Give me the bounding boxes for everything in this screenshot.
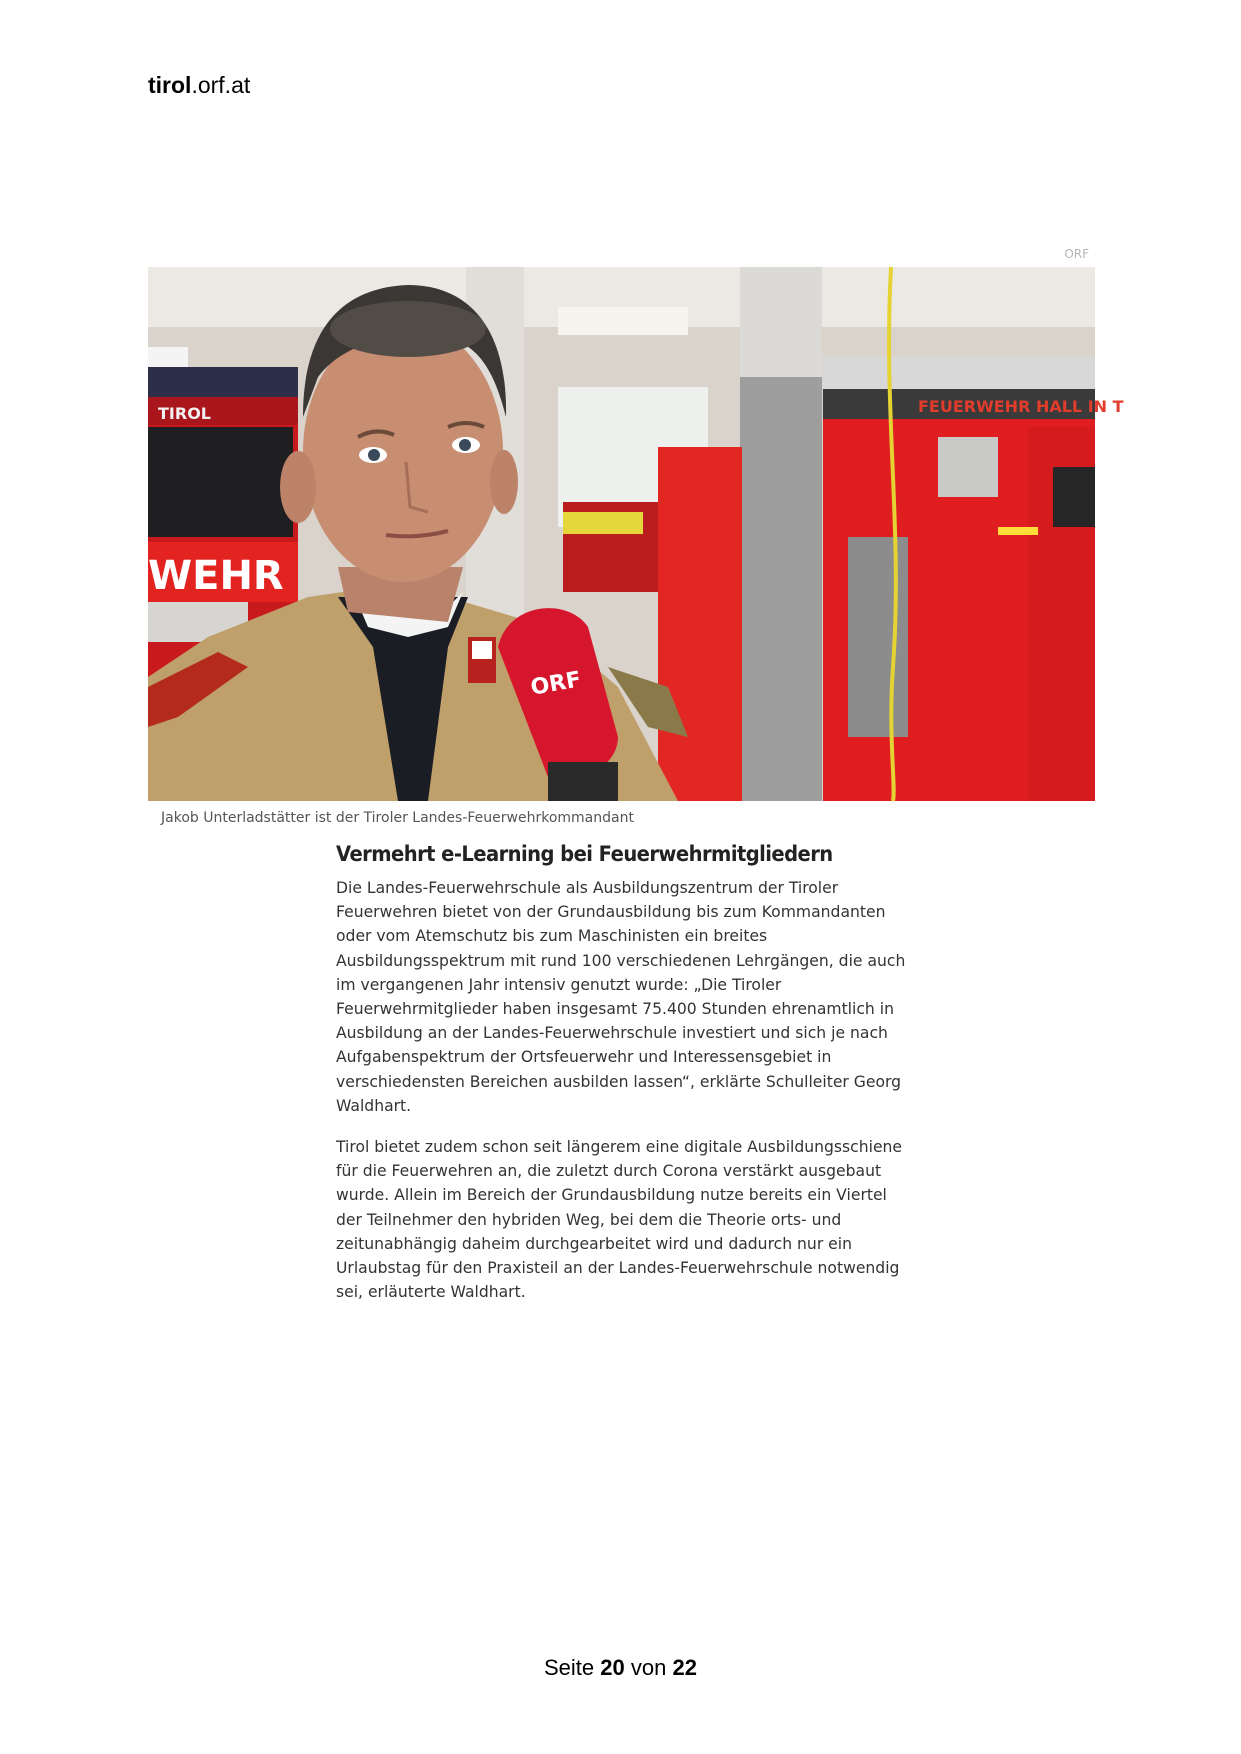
page-number	[0, 1655, 1241, 1681]
truck-text-right: FEUERWEHR HALL IN T	[918, 397, 1124, 416]
site-domain: .orf.at	[191, 72, 251, 98]
article-paragraph: Die Landes-Feuerwehrschule als Ausbildungszentrum der Tiroler Feuerwehren bietet von der Grundausbildung bis zum Kommandanten oder vom Atemschutz bis zum Maschinisten ein breites Ausbildungsspektrum mit rund 100 verschiedenen Lehrgängen, die auch im vergangenen Jahr intensiv genutzt wurde: „Die Tiroler Feuerwehrmitglieder haben insgesamt 75.400 Stunden ehrenamtlich in Ausbildung an der Landes-Feuerwehrschule investiert und sich je nach Aufgabenspektrum der Ortsfeuerwehr und Interessensgebiet in verschiedensten Bereichen ausbilden lassen“, erklärte Schulleiter Georg Waldhart.	[336, 879, 906, 1115]
article-body	[336, 842, 916, 1321]
mic-label: ORF	[528, 667, 584, 701]
photo-caption: Jakob Unterladstätter ist der Tiroler Landes-Feuerwehrkommandant	[161, 810, 634, 826]
current-page: 20	[600, 1655, 625, 1680]
page-label: Seite	[544, 1655, 595, 1680]
truck-text-left: WEHR	[148, 553, 284, 599]
article-photo	[148, 267, 1124, 801]
total-pages: 22	[672, 1655, 697, 1680]
site-name-bold: tirol	[148, 72, 192, 98]
page-of-label: von	[630, 1655, 667, 1680]
site-header	[148, 72, 250, 99]
article-paragraph: Tirol bietet zudem schon seit längerem eine digitale Ausbildungsschiene für die Feuerwehren an, die zuletzt durch Corona verstärkt ausgebaut wurde. Allein im Bereich der Grundausbildung nutze bereits ein Viertel der Teilnehmer den hybriden Weg, bei dem die Theorie orts- und zeitunabhängig daheim durchgearbeitet wird und dadurch nur ein Urlaubstag für den Praxisteil an der Landes-Feuerwehrschule notwendig sei, erläuterte Waldhart.	[336, 1138, 903, 1302]
photo-credit: ORF	[1064, 247, 1089, 261]
article-heading: Vermehrt e-Learning bei Feuerwehrmitgliedern	[336, 842, 833, 866]
truck-text-top-left: TIROL	[158, 404, 211, 423]
